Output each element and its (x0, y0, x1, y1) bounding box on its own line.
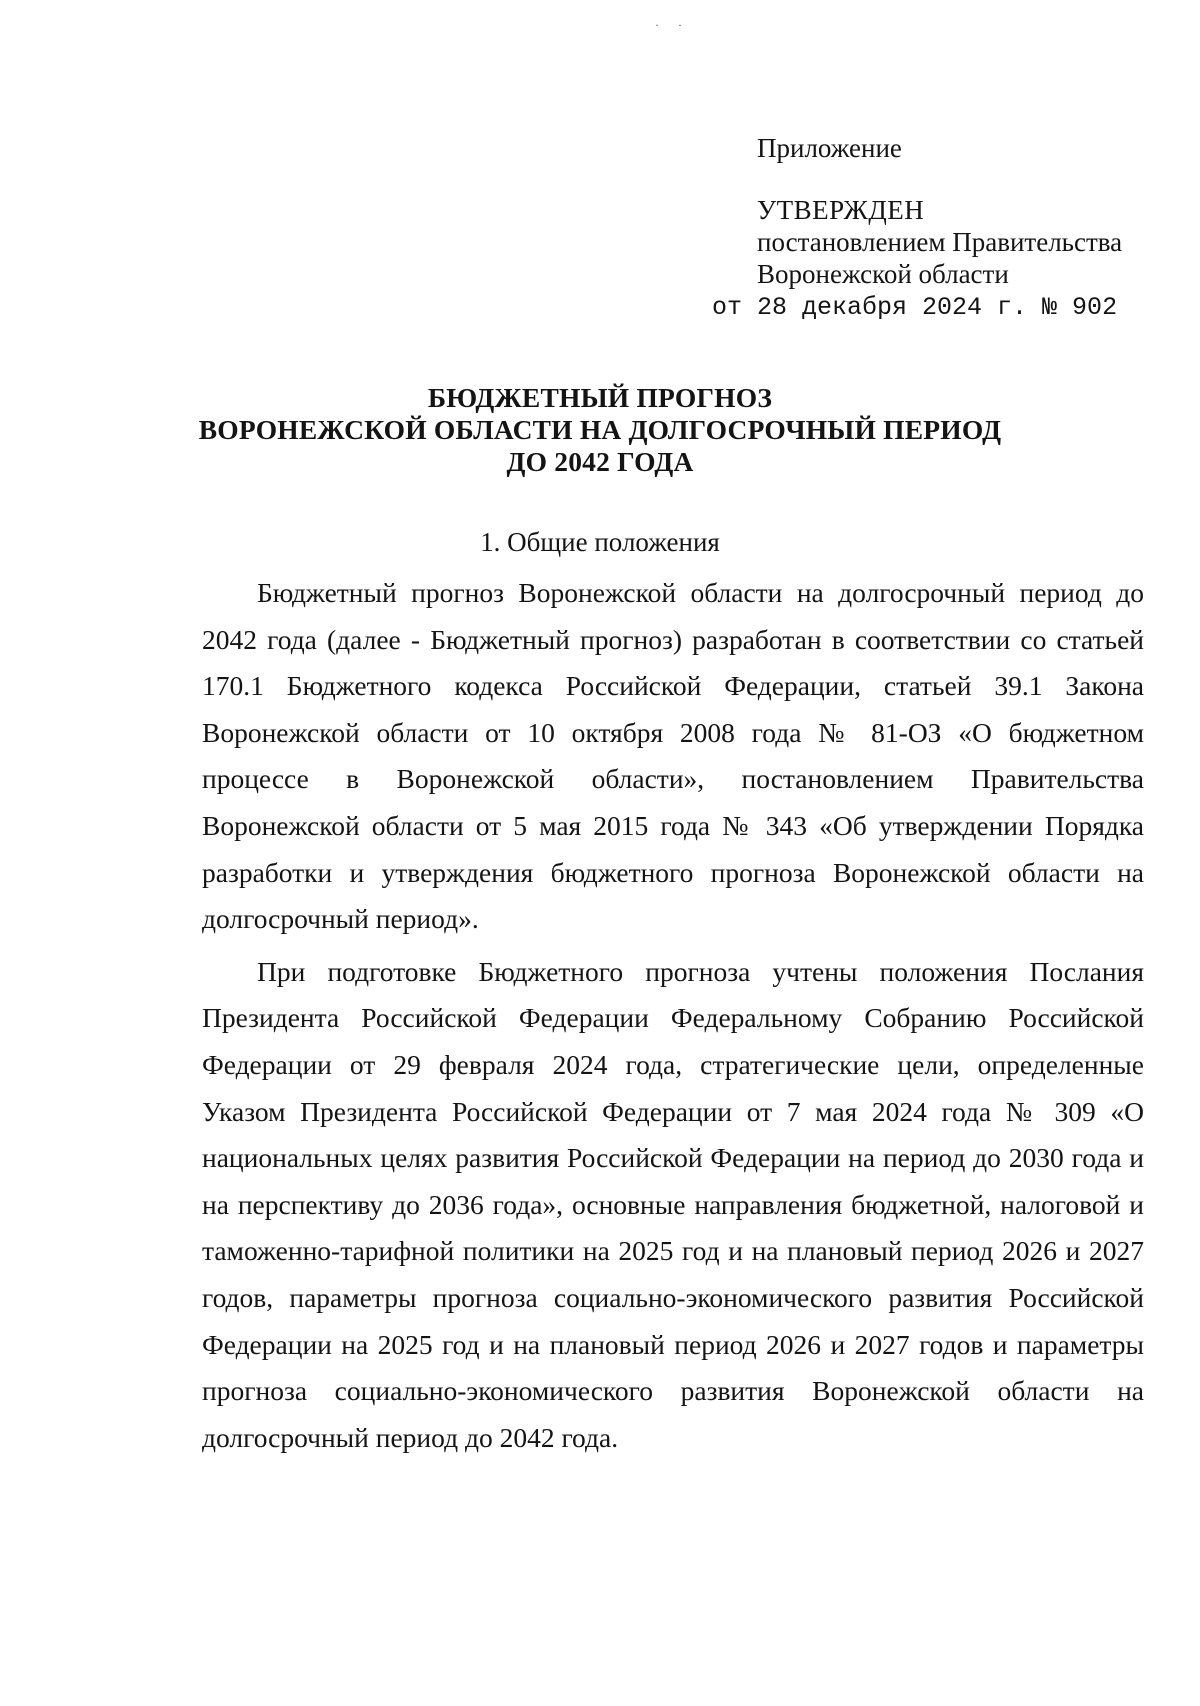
document-title (0, 382, 1200, 478)
approval-block (712, 132, 1123, 324)
title-line-1: БЮДЖЕТНЫЙ ПРОГНОЗ (427, 382, 773, 413)
decree-date-number: от 28 декабря 2024 г. № 902 (712, 293, 1118, 322)
approved-by-line-2: Воронежской области (757, 259, 1009, 289)
document-body (202, 570, 1144, 1461)
approved-by-line-1: постановлением Правительства (757, 227, 1123, 257)
title-line-3: ДО 2042 ГОДА (506, 446, 694, 477)
appendix-label: Приложение (757, 133, 902, 163)
section-heading: 1. Общие положения (480, 527, 720, 557)
paragraph-2: При подготовке Бюджетного прогноза учтены положения Послания Президента Российской Федерации Федеральному Собранию Российской Федерации от 29 февраля 2024 года, стратегические цели, определенные Указом Президента Российской Федерации от 7 мая 2024 года № 309 «О национальных целях развития Российской Федерации на период до 2030 года и на перспективу до 2036 года», основные направления бюджетной, налоговой и таможенно-тарифной политики на 2025 год и на плановый период 2026 и 2027 годов, параметры прогноза социально-экономического развития Российской Федерации на 2025 год и на плановый период 2026 и 2027 годов и параметры прогноза социально-экономического развития Воронежской области на долгосрочный период до 2042 года. (202, 955, 1144, 1453)
title-line-2: ВОРОНЕЖСКОЙ ОБЛАСТИ НА ДОЛГОСРОЧНЫЙ ПЕРИОД (198, 414, 1002, 445)
approved-label: УТВЕРЖДЕН (757, 195, 925, 225)
paragraph-1: Бюджетный прогноз Воронежской области на долгосрочный период до 2042 года (далее - Бюджетный прогноз) разработан в соответствии со статьей 170.1 Бюджетного кодекса Российской Федерации, статьей 39.1 Закона Воронежской области от 10 октября 2008 года № 81-ОЗ «О бюджетном процессе в Воронежской области», постановлением Правительства Воронежской области от 5 мая 2015 года № 343 «Об утверждении Порядка разработки и утверждения бюджетного прогноза Воронежской области на долгосрочный период». (202, 577, 1144, 935)
scan-artifact: · · (655, 18, 690, 32)
